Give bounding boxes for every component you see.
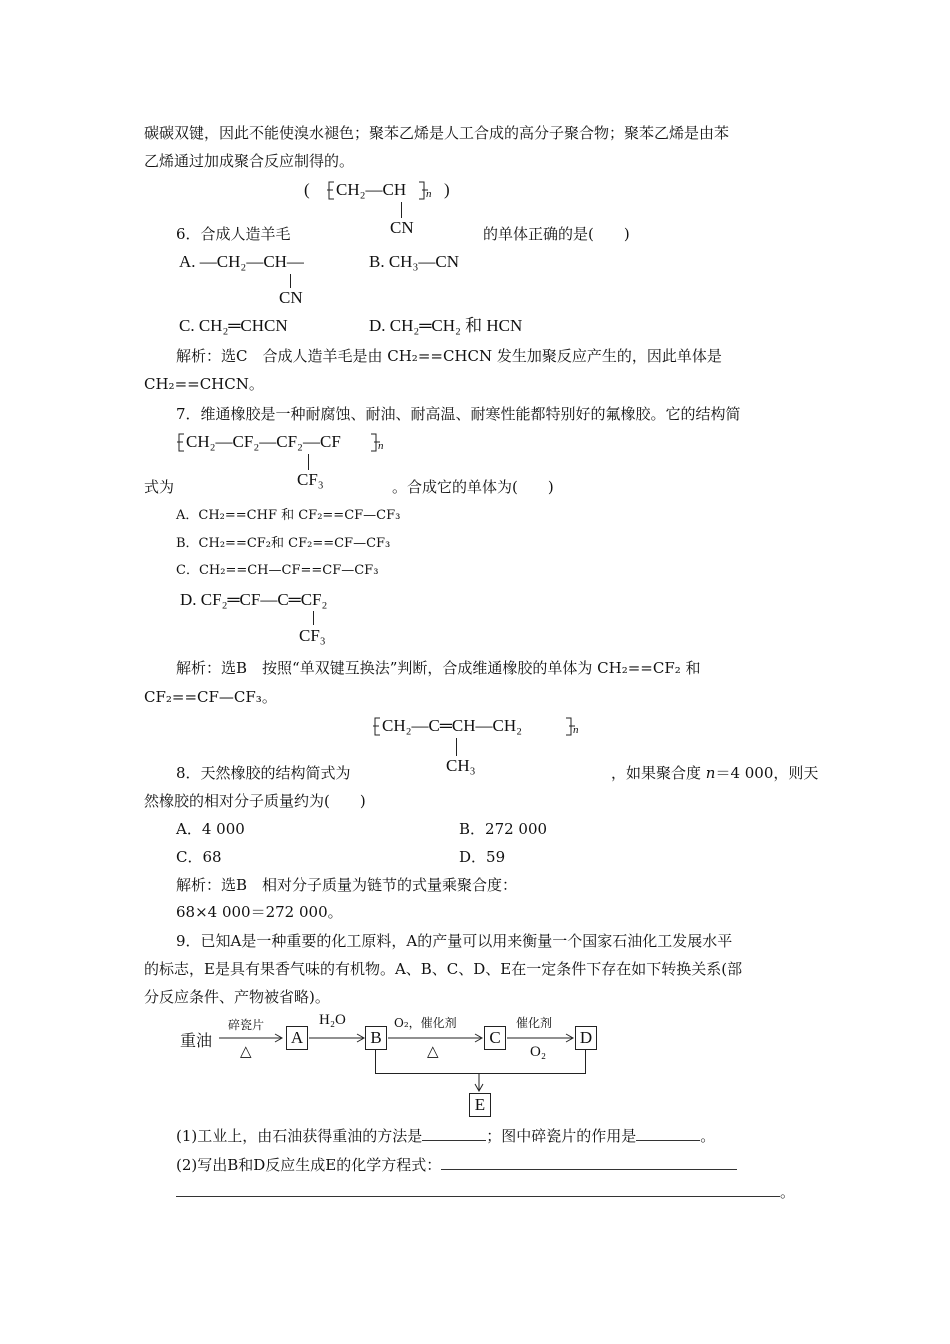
q9-sub1-end: 。 — [700, 1127, 716, 1145]
q9-arrow3-top: O₂，催化剂 — [394, 1016, 457, 1030]
q6-formula-sub: CN — [390, 218, 414, 237]
q7-analysis-2: CF₂==CF—CF₃。 — [144, 688, 277, 706]
q9-arrow1-top: 碎瓷片 — [228, 1018, 265, 1032]
q9-sub1-blank-1[interactable] — [422, 1126, 486, 1141]
q8-option-d: D．59 — [459, 848, 506, 866]
q9-arrow1-bottom: △ — [240, 1044, 252, 1060]
q6-prompt-left: 6．合成人造羊毛 — [176, 225, 291, 243]
q6-option-d: D. CH₂═CH₂ 和 HCN — [369, 316, 523, 335]
q9-sub1-mid: ；图中碎瓷片的作用是 — [486, 1127, 637, 1145]
intro-line-1: 碳碳双键，因此不能使溴水褪色；聚苯乙烯是人工合成的高分子聚合物；聚苯乙烯是由苯 — [144, 124, 730, 142]
q6-analysis-1: 解析：选C 合成人造羊毛是由 CH₂==CHCN 发生加聚反应产生的，因此单体是 — [176, 347, 722, 365]
q9-sub2-line2 — [176, 1182, 795, 1201]
q7-formula-sub: CF₃ — [297, 470, 324, 489]
q7-option-d: D. CF₂═CF—C═CF₂ — [180, 590, 328, 609]
q9-prompt-1: 9．已知A是一种重要的化工原料，A的产量可以用来衡量一个国家石油化工发展水平 — [176, 932, 733, 950]
q7-option-b: B．CH₂==CF₂和 CF₂==CF—CF₃ — [176, 536, 391, 551]
q6-option-a: A. —CH₂—CH— — [179, 252, 304, 271]
q9-sub2-end: 。 — [780, 1183, 796, 1201]
q8-prompt-left: 8．天然橡胶的结构简式为 — [176, 764, 351, 782]
q9-sub2-text: (2)写出B和D反应生成E的化学方程式： — [176, 1156, 442, 1174]
q9-connector-b — [375, 1050, 376, 1073]
q9-sub1-blank-2[interactable] — [636, 1126, 700, 1141]
q8-formula-sub: CH₃ — [446, 756, 476, 775]
q7-option-a: A．CH₂==CHF 和 CF₂==CF—CF₃ — [176, 508, 401, 523]
q8-prompt-right-post: ＝4 000，则天 — [715, 764, 819, 782]
q6-formula-chain: CH₂—CH — [336, 180, 407, 199]
q6-option-c: C. CH₂═CHCN — [179, 316, 288, 335]
q7-formula-bond — [308, 454, 309, 470]
q8-analysis-1: 解析：选B 相对分子质量为链节的式量乘聚合度： — [176, 876, 518, 894]
q8-formula-bond — [456, 738, 457, 756]
q9-arrow1 — [219, 1034, 287, 1044]
q9-arrow4-top: 催化剂 — [516, 1016, 553, 1030]
q8-formula-n: n — [573, 724, 579, 736]
q6-formula-bond — [401, 202, 402, 218]
q9-node-c: C — [484, 1026, 506, 1050]
q9-arrow-to-e — [474, 1073, 484, 1093]
q8-analysis-2: 68×4 000＝272 000。 — [176, 903, 343, 921]
q6-option-a-bond — [290, 274, 291, 288]
q7-formula-chain: CH₂—CF₂—CF₂—CF — [186, 432, 341, 451]
q8-prompt-right — [611, 764, 818, 782]
q7-prompt-left: 式为 — [144, 478, 175, 496]
q6-formula-n: n — [426, 188, 432, 200]
q9-sub1 — [176, 1126, 715, 1145]
q8-option-b: B．272 000 — [459, 820, 548, 838]
q9-start: 重油 — [180, 1031, 213, 1050]
q8-prompt-right-var: n — [705, 764, 716, 782]
intro-line-2: 乙烯通过加成聚合反应制得的。 — [144, 152, 355, 170]
q9-sub2-blank-2[interactable] — [176, 1182, 780, 1197]
q9-node-b: B — [365, 1026, 387, 1050]
q7-option-d-bond — [313, 611, 314, 625]
q9-connector-d — [585, 1050, 586, 1073]
q7-option-c: C．CH₂==CH—CF==CF—CF₃ — [176, 563, 379, 578]
q7-prompt-right: 。合成它的单体为( ) — [392, 478, 554, 496]
q9-node-a: A — [286, 1026, 308, 1050]
q6-formula-close: ) — [444, 180, 450, 199]
q9-arrow3-bottom: △ — [427, 1044, 439, 1060]
q8-formula-chain: CH₂—C═CH—CH₂ — [382, 716, 523, 735]
q9-arrow4-bottom: O₂ — [530, 1044, 547, 1060]
q9-node-e: E — [469, 1093, 491, 1117]
q6-prompt-right: 的单体正确的是( ) — [483, 225, 630, 243]
q8-option-a: A．4 000 — [176, 820, 245, 838]
q9-sub2 — [176, 1155, 737, 1174]
q6-analysis-2: CH₂==CHCN。 — [144, 375, 264, 393]
q8-option-c: C．68 — [176, 848, 222, 866]
q6-option-a-sub: CN — [279, 288, 303, 307]
q9-sub2-blank-1[interactable] — [441, 1155, 737, 1170]
q6-formula-open: ( — [304, 180, 310, 199]
q7-analysis-1: 解析：选B 按照“单双键互换法”判断，合成维通橡胶的单体为 CH₂==CF₂ 和 — [176, 659, 701, 677]
q9-arrow4 — [507, 1034, 575, 1044]
q9-prompt-3: 分反应条件、产物被省略)。 — [144, 988, 330, 1006]
q8-prompt-right-pre: ，如果聚合度 — [611, 764, 706, 782]
q8-prompt-2: 然橡胶的相对分子质量约为( ) — [144, 792, 366, 810]
q9-arrow2-top: H₂O — [319, 1012, 346, 1028]
q9-node-d: D — [575, 1026, 597, 1050]
q7-prompt-1: 7．维通橡胶是一种耐腐蚀、耐油、耐高温、耐寒性能都特别好的氟橡胶。它的结构简 — [176, 405, 741, 423]
q9-arrow2 — [309, 1034, 365, 1044]
q7-formula-n: n — [378, 440, 384, 452]
q9-prompt-2: 的标志，E是具有果香气味的有机物。A、B、C、D、E在一定条件下存在如下转换关系(部 — [144, 960, 743, 978]
q7-option-d-sub: CF₃ — [299, 626, 326, 645]
q9-sub1-pre: (1)工业上，由石油获得重油的方法是 — [176, 1127, 423, 1145]
q6-option-b: B. CH₃—CN — [369, 252, 459, 271]
